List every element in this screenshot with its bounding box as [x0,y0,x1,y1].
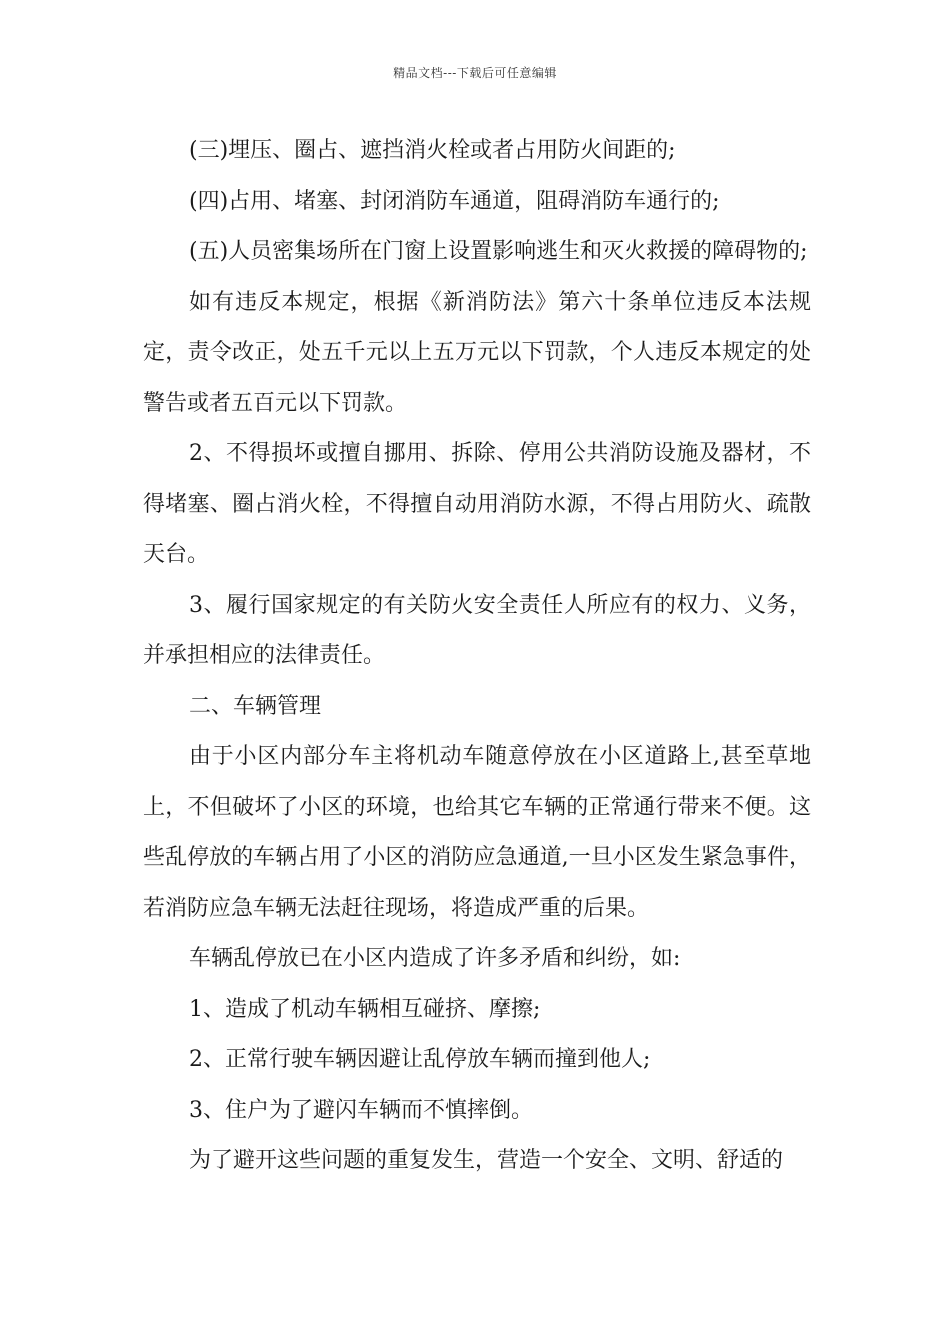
list-item-1: 1、造成了机动车辆相互碰挤、摩擦; [189,996,541,1022]
paragraph-closing: 为了避开这些问题的重复发生，营造一个安全、文明、舒适的 [189,1148,784,1173]
paragraph-rule-2: 2、不得损坏或擅自挪用、拆除、停用公共消防设施及器材，不得堵塞、圈占消火栓，不得擅自动用消防水源，不得占用防火、疏散天台。 [143,441,811,567]
page-header: 精品文档---下载后可任意编辑 [393,66,557,80]
list-item-3: 3、住户为了避闪车辆而不慎摔倒。 [189,1097,533,1123]
paragraph-rule-3: 3、履行国家规定的有关防火安全责任人所应有的权力、义务，并承担相应的法律责任。 [143,592,811,668]
paragraph-item-3: (三)埋压、圈占、遮挡消火栓或者占用防火间距的; [189,138,676,163]
paragraph-penalty: 如有违反本规定，根据《新消防法》第六十条单位违反本法规定，责令改正，处五千元以上五万元以下罚款，个人违反本规定的处警告或者五百元以下罚款。 [143,289,811,416]
document-body [143,126,811,1187]
paragraph-item-5: (五)人员密集场所在门窗上设置影响逃生和灭火救援的障碍物的; [189,239,808,264]
paragraph-vehicle-intro: 由于小区内部分车主将机动车随意停放在小区道路上,甚至草地上，不但破坏了小区的环境，也给其它车辆的正常通行带来不便。这些乱停放的车辆占用了小区的消防应急通道,一旦小区发生紧急事件，若消防应急车辆无法赶往现场，将造成严重的后果。 [143,744,811,921]
paragraph-item-4: (四)占用、堵塞、封闭消防车通道，阻碍消防车通行的; [189,188,720,214]
list-item-2: 2、正常行驶车辆因避让乱停放车辆而撞到他人; [189,1047,651,1072]
paragraph-conflicts: 车辆乱停放已在小区内造成了许多矛盾和纠纷，如: [189,946,681,971]
section-heading-vehicle: 二、车辆管理 [189,693,322,719]
